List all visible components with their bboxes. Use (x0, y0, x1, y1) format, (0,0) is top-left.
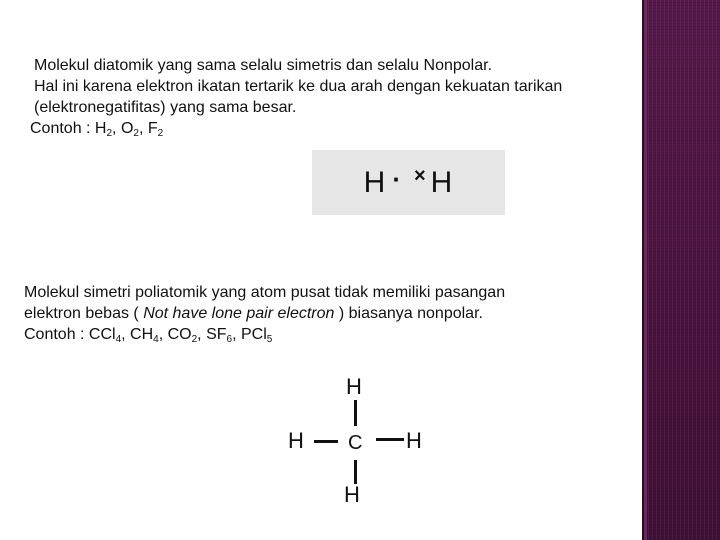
paragraph-line (24, 303, 624, 324)
text-block-polyatomic (24, 282, 624, 345)
bond-bottom (354, 460, 357, 484)
hydrogen-atom-right: H (430, 165, 454, 199)
hydrogen-atom-bottom: H (344, 482, 360, 507)
side-panel-edge (644, 0, 647, 540)
paragraph-line: Hal ini karena elektron ikatan tertarik ke dua arah dengan kekuatan tarikan (34, 78, 563, 95)
example-text: , CH (121, 326, 154, 343)
example-text: , CO (158, 326, 192, 343)
example-text: Contoh : H (30, 120, 107, 137)
example-text: Contoh : CCl (24, 326, 116, 343)
example-line-polyatomic (24, 324, 624, 345)
subscript: 2 (157, 128, 164, 139)
paragraph-line: Molekul simetri poliatomik yang atom pusat tidak memiliki pasangan (24, 284, 506, 301)
carbon-atom: C (348, 432, 363, 454)
h2-lewis-structure-box (312, 150, 505, 215)
electron-cross: × (413, 165, 427, 187)
italic-phrase: Not have lone pair electron (143, 305, 335, 322)
bond-right (376, 438, 404, 441)
hydrogen-atom-left: H (288, 428, 304, 453)
hydrogen-atom-right: H (406, 428, 422, 453)
decorative-side-panel (642, 0, 720, 540)
text-block-diatomic (30, 55, 630, 139)
paragraph-line: (elektronegatifitas) yang sama besar. (34, 99, 297, 116)
subscript: 4 (153, 334, 159, 345)
hydrogen-atom-left: H (363, 165, 387, 199)
electron-dot: · (392, 164, 402, 194)
example-text: , O (112, 120, 134, 137)
subscript: 6 (226, 334, 233, 345)
example-line-diatomic (30, 118, 630, 139)
example-text: , SF (197, 326, 227, 343)
paragraph-text: elektron bebas ( (24, 305, 144, 322)
paragraph-text: ) biasanya nonpolar. (334, 305, 483, 322)
paragraph-line: Molekul diatomik yang sama selalu simetris dan selalu Nonpolar. (34, 57, 492, 74)
example-text: , F (138, 120, 158, 137)
h2-lewis-formula (312, 150, 505, 215)
bond-left (314, 440, 338, 443)
methane-structure-diagram (280, 370, 440, 510)
subscript: 2 (133, 128, 139, 139)
hydrogen-atom-top: H (346, 374, 362, 399)
subscript: 2 (106, 128, 113, 139)
example-text: , PCl (232, 326, 267, 343)
subscript: 5 (266, 334, 273, 345)
bond-top (354, 400, 357, 426)
subscript: 4 (115, 334, 122, 345)
subscript: 2 (191, 334, 198, 345)
